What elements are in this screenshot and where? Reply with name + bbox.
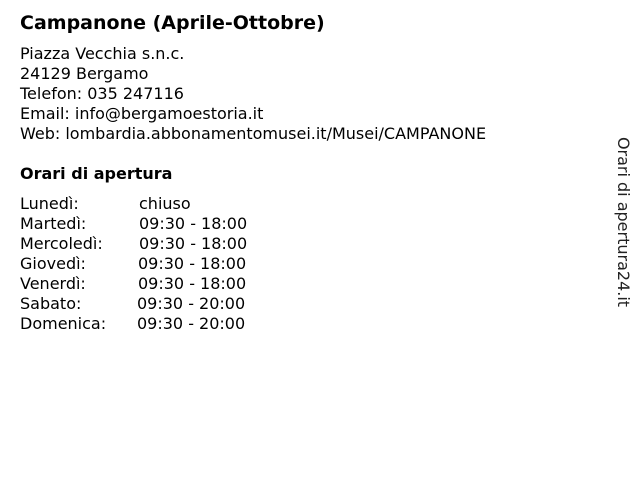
hours-value: 09:30 - 18:00 [138, 254, 247, 273]
hours-value: 09:30 - 18:00 [138, 274, 247, 293]
day-label: Martedì: [20, 214, 87, 233]
hours-value: chiuso [139, 194, 191, 213]
site-watermark: Orari di apertura24.it [614, 136, 633, 308]
day-label: Sabato: [20, 294, 82, 313]
hours-value: 09:30 - 20:00 [137, 294, 246, 313]
day-label: Lunedì: [20, 194, 79, 213]
hours-value: 09:30 - 18:00 [139, 214, 248, 233]
hours-value: 09:30 - 18:00 [139, 234, 248, 253]
day-label: Venerdì: [20, 274, 86, 293]
web-line: Web: lombardia.abbonamentomusei.it/Musei/CAMPANONE [20, 124, 487, 143]
page-title: Campanone (Aprile-Ottobre) [20, 12, 325, 34]
city-line: 24129 Bergamo [20, 64, 149, 83]
opening-hours-heading: Orari di apertura [20, 164, 173, 183]
day-label: Domenica: [20, 314, 107, 333]
email-line: Email: info@bergamoestoria.it [20, 104, 264, 123]
contact-info [20, 44, 486, 144]
day-label: Giovedì: [20, 254, 86, 273]
day-label: Mercoledì: [20, 234, 103, 253]
hours-value: 09:30 - 20:00 [137, 314, 246, 333]
address-line: Piazza Vecchia s.n.c. [20, 44, 185, 63]
phone-line: Telefon: 035 247116 [20, 84, 184, 103]
